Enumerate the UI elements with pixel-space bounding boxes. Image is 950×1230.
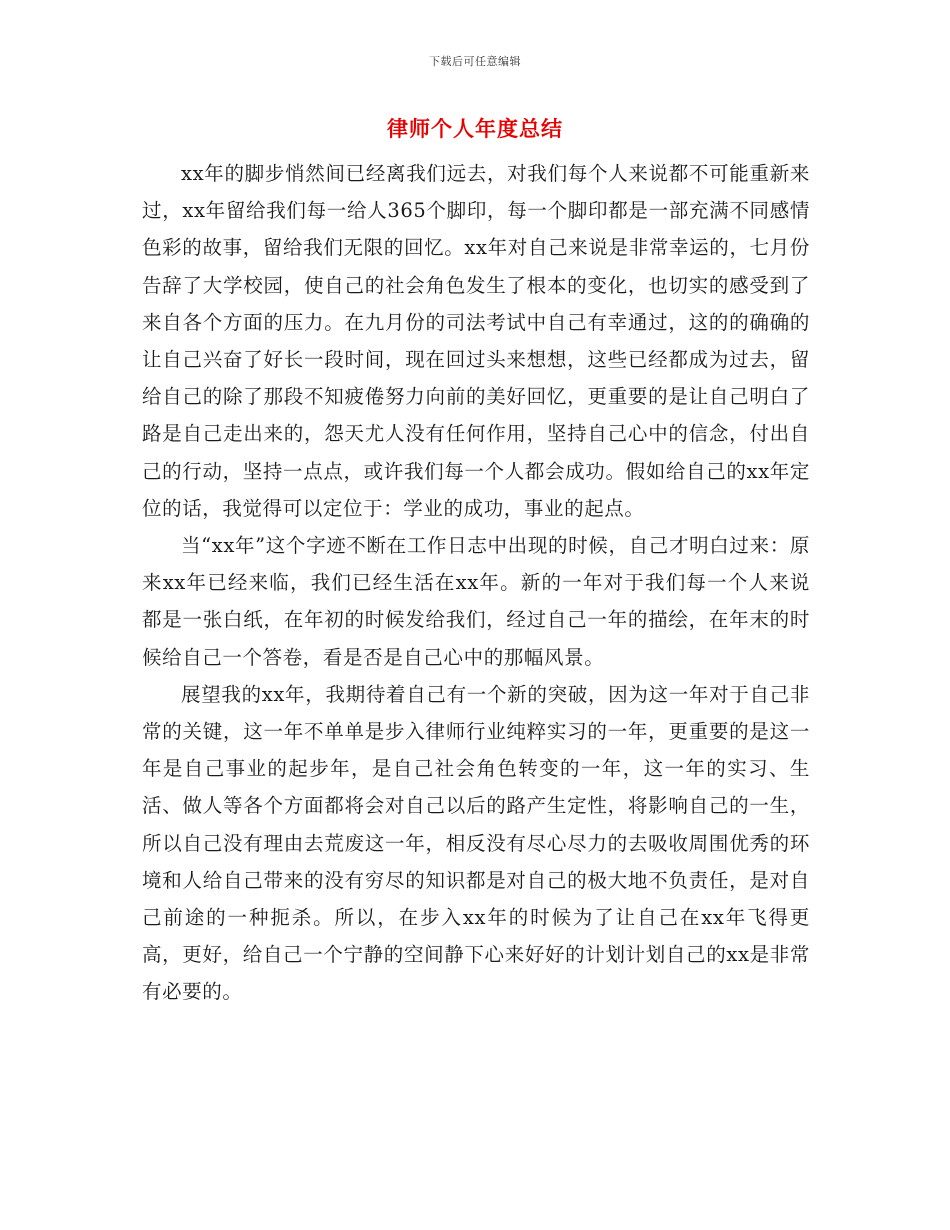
document-title: 律师个人年度总结 xyxy=(387,116,563,141)
document-body xyxy=(142,155,810,1011)
paragraph-1: xx年的脚步悄然间已经离我们远去，对我们每个人来说都不可能重新来过，xx年留给我们每一给人365个脚印，每一个脚印都是一部充满不同感情色彩的故事，留给我们无限的回忆。xx年对自己来说是非常幸运的，七月份告辞了大学校园，使自己的社会角色发生了根本的变化，也切实的感受到了来自各个方面的压力。在九月份的司法考试中自己有幸通过，这的的确确的让自己兴奋了好长一段时间，现在回过头来想想，这些已经都成为过去，留给自己的除了那段不知疲倦努力向前的美好回忆，更重要的是让自己明白了路是自己走出来的，怨天尤人没有任何作用，坚持自己心中的信念，付出自己的行动，坚持一点点，或许我们每一个人都会成功。假如给自己的xx年定位的话，我觉得可以定位于：学业的成功，事业的起点。 xyxy=(142,162,810,520)
header-note: 下载后可任意编辑 xyxy=(429,55,521,68)
paragraph-2: 当“xx年”这个字迹不断在工作日志中出现的时候，自己才明白过来：原来xx年已经来临，我们已经生活在xx年。新的一年对于我们每一个人来说都是一张白纸，在年初的时候发给我们，经过自己一年的描绘，在年末的时候给自己一个答卷，看是否是自己心中的那幅风景。 xyxy=(142,534,810,669)
paragraph-3: 展望我的xx年，我期待着自己有一个新的突破，因为这一年对于自己非常的关键，这一年不单单是步入律师行业纯粹实习的一年，更重要的是这一年是自己事业的起步年，是自己社会角色转变的一年，这一年的实习、生活、做人等各个方面都将会对自己以后的路产生定性，将影响自己的一生，所以自己没有理由去荒废这一年，相反没有尽心尽力的去吸收周围优秀的环境和人给自己带来的没有穷尽的知识都是对自己的极大地不负责任，是对自己前途的一种扼杀。所以，在步入xx年的时候为了让自己在xx年飞得更高，更好，给自己一个宁静的空间静下心来好好的计划计划自己的xx是非常有必要的。 xyxy=(142,682,810,1004)
